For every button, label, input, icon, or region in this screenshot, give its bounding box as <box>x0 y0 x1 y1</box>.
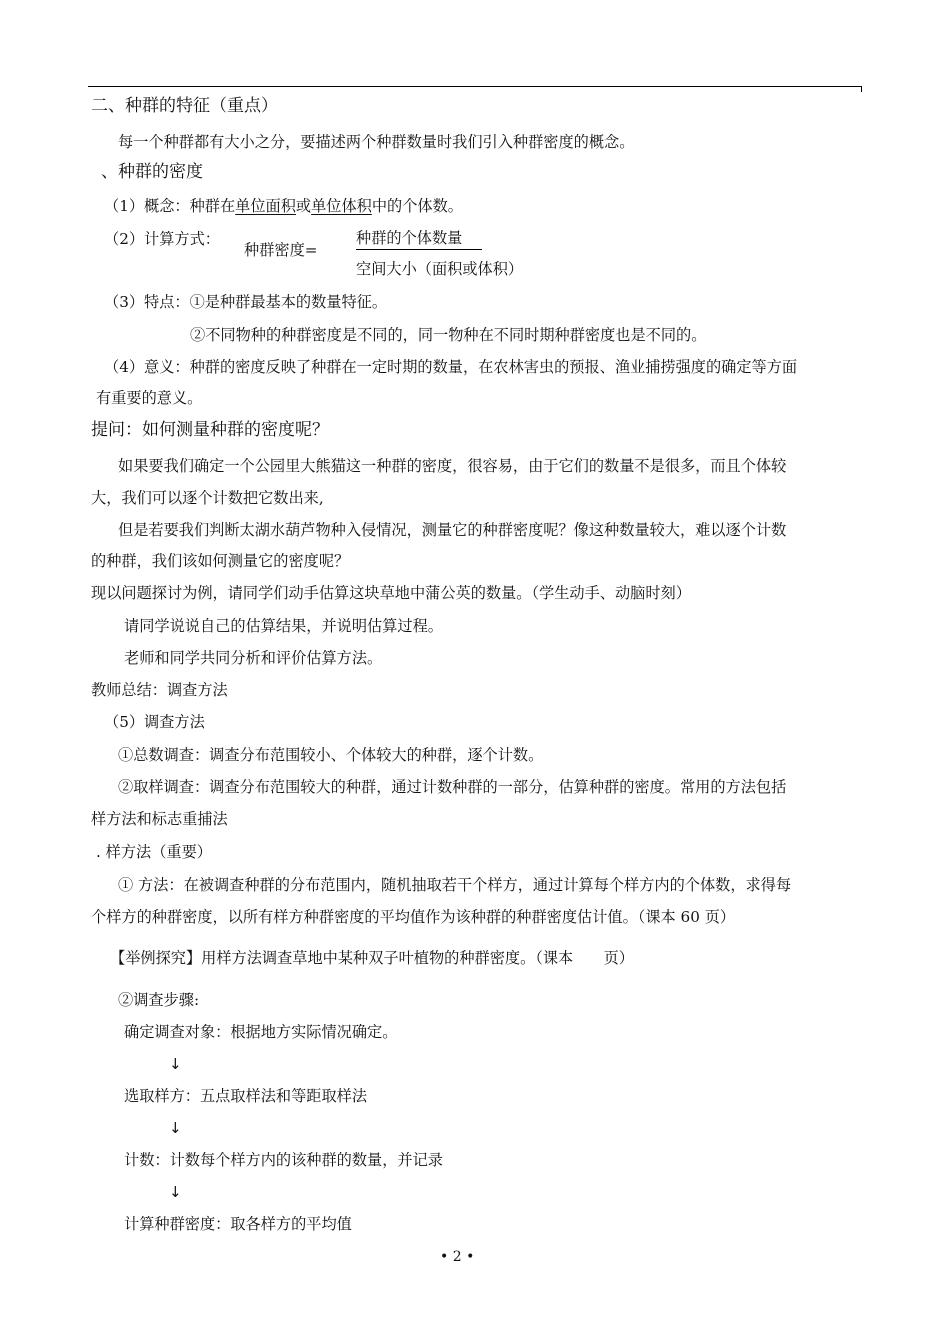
steps-title: ②调查步骤: <box>118 991 200 1009</box>
concept-prefix: （1）概念：种群在 <box>104 197 236 215</box>
panda-line-1: 如果要我们确定一个公园里大熊猫这一种群的密度，很容易，由于它们的数量不是很多，而且个体较 <box>118 457 787 475</box>
quadrat-method-line-2: 个样方的种群密度，以所有样方种群密度的平均值作为该种群的种群密度估计值。（课本 60 页） <box>91 908 736 926</box>
gourd-line-1: 但是若要我们判断太湖水葫芦物种入侵情况，测量它的种群密度呢？像这种数量较大，难以逐个计数 <box>118 521 787 539</box>
question-line: 提问：如何测量种群的密度呢？ <box>91 420 329 440</box>
calc-lhs: 种群密度= <box>244 241 318 259</box>
analysis-line: 老师和同学共同分析和评价估算方法。 <box>124 649 383 667</box>
step-1: 确定调查对象：根据地方实际情况确定。 <box>124 1023 398 1041</box>
step-4: 计算种群密度：取各样方的平均值 <box>124 1215 352 1233</box>
concept-line <box>104 196 463 216</box>
header-rule <box>88 86 862 87</box>
down-arrow-icon: ↓ <box>169 1055 182 1073</box>
down-arrow-icon: ↓ <box>169 1183 182 1201</box>
section-title: 二、种群的特征（重点） <box>91 96 278 116</box>
features-line-2: ②不同物种的种群密度是不同的，同一物种在不同时期种群密度也是不同的。 <box>190 326 707 344</box>
gourd-line-2: 的种群，我们该如何测量它的密度呢？ <box>91 552 350 570</box>
total-survey-line: ①总数调查：调查分布范围较小、个体较大的种群，逐个计数。 <box>118 746 544 764</box>
meaning-line-1: （4）意义：种群的密度反映了种群在一定时期的数量，在农林害虫的预报、渔业捕捞强度的确定等方面 <box>104 358 798 376</box>
concept-term-area: 单位面积 <box>235 197 296 215</box>
fraction-bar <box>356 249 482 250</box>
ask-students-line: 请同学说说自己的估算结果，并说明估算过程。 <box>124 617 443 635</box>
concept-term-volume: 单位体积 <box>311 197 372 215</box>
intro-paragraph: 每一个种群都有大小之分，要描述两个种群数量时我们引入种群密度的概念。 <box>118 133 635 151</box>
density-heading: 、种群的密度 <box>101 162 203 182</box>
concept-mid: 或 <box>295 197 312 215</box>
meaning-line-2: 有重要的意义。 <box>96 389 203 407</box>
formula-numerator: 种群的个体数量 <box>356 229 463 247</box>
quadrat-title: . 样方法（重要） <box>96 843 212 861</box>
sampling-survey-line-2: 样方法和标志重捕法 <box>91 810 228 828</box>
header-rule-tick <box>861 86 862 92</box>
step-2: 选取样方：五点取样法和等距取样法 <box>124 1087 367 1105</box>
calc-label: （2）计算方式： <box>104 230 220 248</box>
step-3: 计数：计数每个样方内的该种群的数量，并记录 <box>124 1151 443 1169</box>
panda-line-2: 大，我们可以逐个计数把它数出来, <box>91 489 324 507</box>
features-line-1: （3）特点：①是种群最基本的数量特征。 <box>104 293 388 311</box>
formula-denominator: 空间大小（面积或体积） <box>356 260 524 278</box>
example-line: 【举例探究】用样方法调查草地中某种双子叶植物的种群密度。（课本 页） <box>110 949 634 967</box>
quadrat-method-line-1: ① 方法：在被调查种群的分布范围内，随机抽取若干个样方，通过计算每个样方内的个体数，求得每 <box>118 876 792 894</box>
sampling-survey-line-1: ②取样调查：调查分布范围较大的种群，通过计数种群的一部分，估算种群的密度。常用的方法包括 <box>118 778 787 796</box>
page-number: • 2 • <box>440 1249 475 1265</box>
activity-line: 现以问题探讨为例，请同学们动手估算这块草地中蒲公英的数量。（学生动手、动脑时刻） <box>91 584 691 602</box>
concept-suffix: 中的个体数。 <box>371 197 463 215</box>
methods-title: （5）调查方法 <box>104 713 205 731</box>
down-arrow-icon: ↓ <box>169 1119 182 1137</box>
teacher-summary-line: 教师总结：调查方法 <box>91 681 228 699</box>
